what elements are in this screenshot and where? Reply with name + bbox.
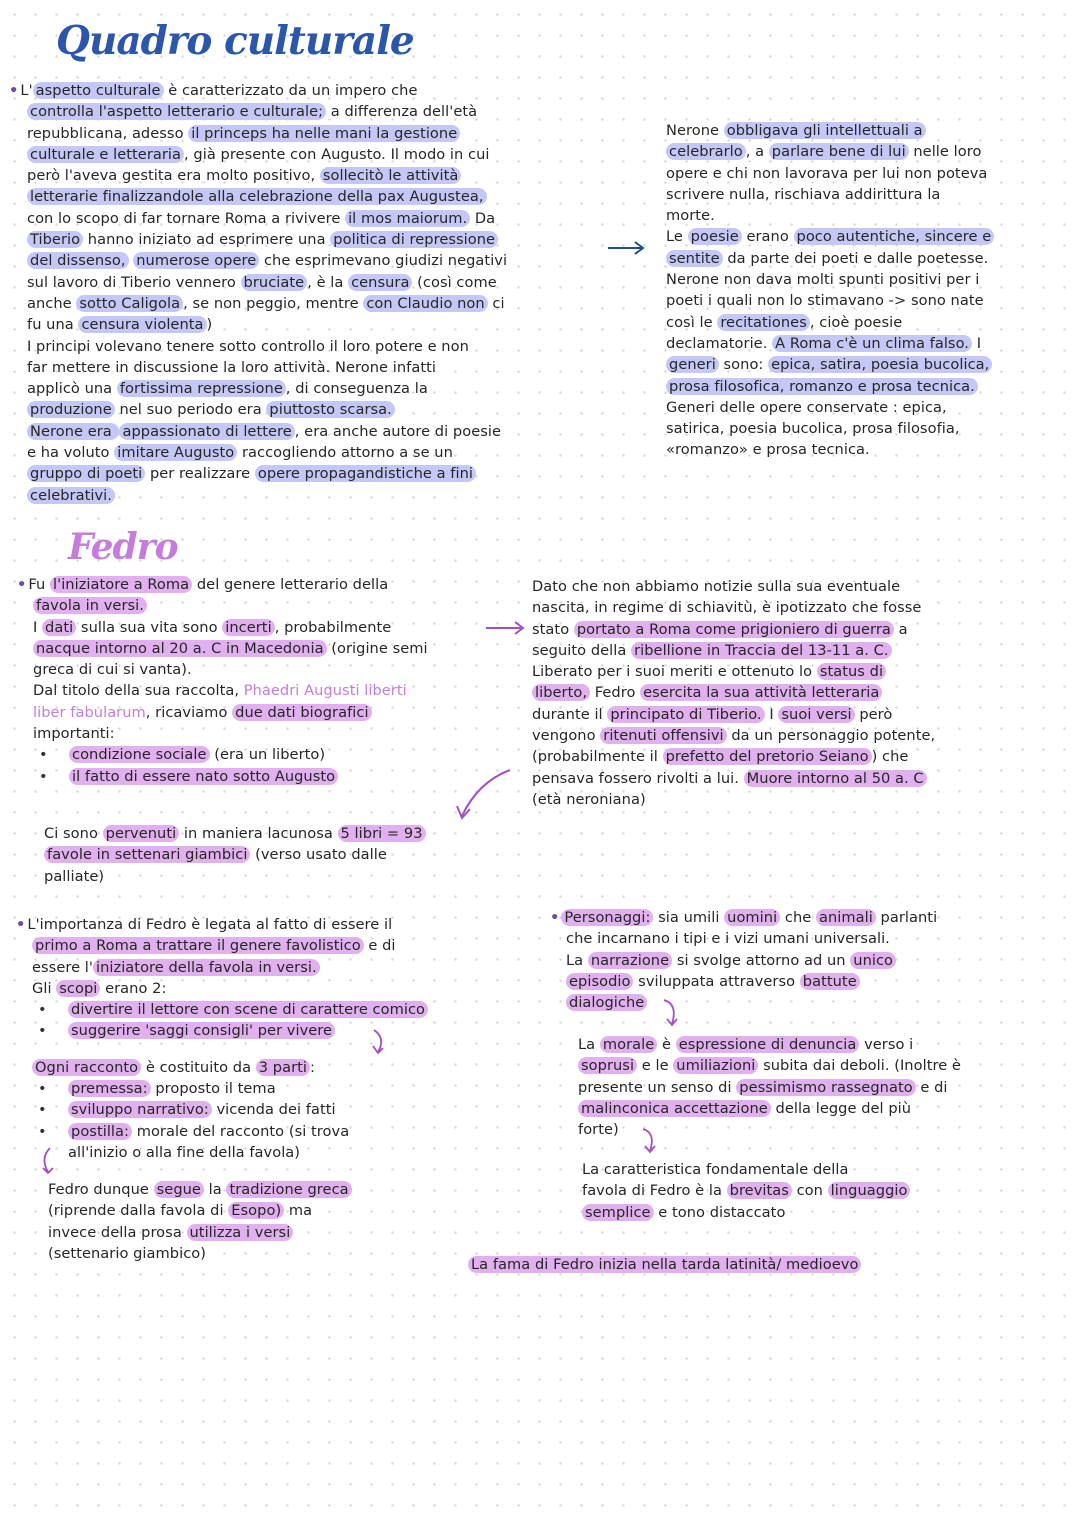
fedro-fama-text — [468, 1254, 1028, 1275]
fedro-tradizione-text: Fedro dunque segue la tradizione greca (riprende dalla favola di Esopo) ma invece della prosa utilizza i versi (settenario giambico) — [48, 1179, 488, 1264]
quadro-left-text: • L' aspetto culturale è caratterizzato da un impero che controlla l'aspetto letterario e culturale; a differenza dell'età repubblicana, adesso il princeps ha nelle mani la gestione culturale e letteraria , già presente con Augusto. Il modo in cui però l'aveva gestita era molto positivo, sollecitò le attività letterarie finalizzandole alla celebrazione della pax Augustea, con lo scopo di far tornare Roma a rivivere il mos maiorum. Da Tiberio hanno iniziato ad esprimere una politica di repressione del dissenso, numerose opere che esprimevano giudizi negativi sul lavoro di Tiberio vennero bruciate , è la censura (così come anche sotto Caligola , se non peggio, mentre con Claudio non ci fu una censura violenta ) I principi volevano tenere sotto controllo il loro potere e non far mettere in discussione la loro attività. Nerone infatti applicò una fortissima repressione , di conseguenza la produzione nel suo periodo era piuttosto scarsa. Nerone era appassionato di lettere , era anche autore di poesie e ha voluto imitare Augusto raccogliendo attorno a se un gruppo di poeti per realizzare opere propagandistiche a fini celebrativi. — [9, 82, 508, 504]
curved-arrow-icon — [452, 766, 514, 824]
bullet: • — [16, 916, 26, 933]
bullet: • — [17, 576, 27, 593]
fedro-morale-text: La morale è espressione di denuncia verso i soprusi e le umiliazioni subita dai deboli. (Inoltre è presente un senso di pessimismo rassegnato e di malinconica accettazione della legge del più forte) — [578, 1036, 961, 1139]
arrow-right-icon — [606, 238, 648, 258]
arrow-right-icon — [484, 618, 528, 638]
fedro-caratteristica-text: La caratteristica fondamentale della favola di Fedro è la brevitas con linguaggio semplice e tono distaccato — [582, 1159, 1042, 1223]
bullet: • — [550, 909, 560, 926]
fedro-importanza-text: • L'importanza di Fedro è legata al fatto di essere il primo a Roma a trattare il genere favolistico e di essere l' iniziatore della favola in versi. Gli scopi erano 2: • divertire il lettore con scene di carattere comico • suggerire 'saggi consigli' per vivere Ogni racconto è costituito da 3 parti : • premessa: proposto il tema • sviluppo narrativo: vicenda dei fatti • postilla: morale del racconto (si trova all'inizio o alla fine della favola) — [24, 914, 544, 1163]
title-fedro: Fedro — [68, 526, 178, 568]
fama-highlight: La fama di Fedro inizia nella tarda latinità/ medioevo — [468, 1256, 861, 1273]
title-quadro-culturale: Quadro culturale — [56, 18, 414, 64]
fedro-libri-text: Ci sono pervenuti in maniera lacunosa 5 libri = 93 favole in settenari giambici (verso usato dalle palliate) — [44, 823, 504, 887]
curved-arrow-icon — [660, 996, 680, 1030]
quadro-right-text: Nerone obbligava gli intellettuali a celebrarlo , a parlare bene di lui nelle loro opere e chi non lavorava per lui non poteva scrivere nulla, rischiava addirittura la morte. Le poesie erano poco autentiche, sincere e sentite da parte dei poeti e dalle poetesse. Nerone non dava molti spunti positivi per i poeti i quali non lo stimavano -> sono nate così le recitationes , cioè poesie declamatorie. A Roma c'è un clima falso. I generi sono: epica, satira, poesia bucolica, prosa filosofica, romanzo e prosa tecnica. Generi delle opere conservate : epica, satirica, poesia bucolica, prosa filosofia, «romanzo» e prosa tecnica. — [666, 120, 1066, 461]
fedro-bio-text: Dato che non abbiamo notizie sulla sua eventuale nascita, in regime di schiavitù, è ipotizzato che fosse stato portato a Roma come prigioniero di guerra a seguito della ribellione in Traccia del 13-11 a. C. Liberato per i suoi meriti e ottenuto lo status di liberto, Fedro esercita la sua attività letteraria durante il principato di Tiberio. I suoi versi però vengono ritenuti offensivi da un personaggio potente, (probabilmente il prefetto del pretorio Seiano ) che pensava fossero rivolti a lui. Muore intorno al 50 a. C (età neroniana) — [532, 578, 936, 808]
fedro-intro-text: • Fu l'iniziatore a Roma del genere letterario della favola in versi. I dati sulla sua vita sono incerti , probabilmente nacque intorno al 20 a. C in Macedonia (origine semi greca di cui si vanta). Dal titolo della sua raccolta, Phaedri Augusti liberti liber fabularum, ricaviamo due dati biografici importanti: • condizione sociale (era un liberto) • il fatto di essere nato sotto Augusto — [25, 574, 505, 787]
curved-arrow-icon — [640, 1125, 660, 1157]
curved-arrow-icon — [38, 1146, 58, 1176]
bullet: • — [9, 82, 19, 99]
curved-arrow-icon — [370, 1028, 390, 1058]
fedro-personaggi-text: • Personaggi: sia umili uomini che animali parlanti che incarnano i tipi e i vizi umani universali. La narrazione si svolge attorno ad un unico episodio sviluppata attraverso battute dialogiche — [550, 909, 938, 1012]
